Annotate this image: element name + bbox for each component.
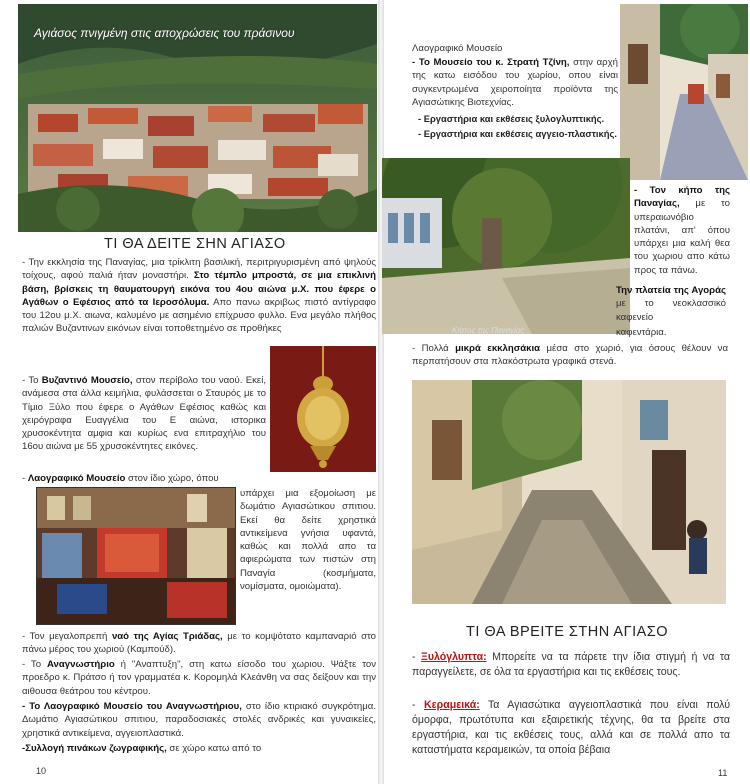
- byz-text-b: Βυζαντινό Μουσείο,: [41, 375, 133, 386]
- byz-text-c: στον περίβολο του ναού. Εκεί, ανάμεσα στα άλλα κειμήλια, φυλάσσεται ο Σταυρός με το Τίμιο Ξύλο που έφερε ο Αγάθων Εφέσιος καθώς και χειρόγραφα Ευαγγέλια του Ε αιώνα, ιστορικα χρυσοκέντητα αμφια και κυρίως ενα επιτραχήλιο του 16ου αιώνα με 55 χρυσοκέντητες εικόνες.: [22, 375, 266, 453]
- rrm-text-b: στο ίδιο κτιριακό συγκρότημα. Δωμάτιο Αγιασώτικου σπιτιου, παραδοσιακές στολές ανδρικές και γυναικείες, χρηστικά αντικείμενα, αγγειοπλαστικά.: [22, 701, 376, 739]
- garden-paragraph: [634, 184, 730, 277]
- reading-text-a: - Το: [22, 659, 47, 670]
- byzantine-museum-paragraph: [22, 374, 266, 454]
- section-heading-see: ΤΙ ΘΑ ΔΕΙΤΕ ΣΗΝ ΑΓΙΑΣΟ: [104, 236, 286, 252]
- market-square-paragraph: [616, 284, 726, 324]
- folklore-museum-paragraph: υπάρχει μια εξομοίωση με δωμάτιο Αγιασώτικου σπιτιου. Εκεί θα δείτε χρηστικά αντικείμενα γνήσια υφαντά, καθώς και πολλά απο τα αφιερώματα των πιστών στη Παναγία (κοσμήματα, νομίσματα, ομοιώματα).: [240, 488, 376, 593]
- wood-text-c: Μπορείτε να τα πάρετε την ίδια στιγμή ή να τα παραγγείλετε, σε όλα τα εργαστήρια και τις εκθέσεις τους.: [412, 651, 730, 678]
- page-number-left: 10: [36, 766, 47, 776]
- holy-trinity-paragraph: [22, 630, 376, 657]
- garden-caption: Κήπος της Παναγίας: [452, 326, 525, 335]
- right-top-line: Λαογραφικό Μουσείο: [412, 43, 503, 54]
- reading-room-paragraph: [22, 658, 376, 698]
- folk-text-b: Λαογραφικό Μουσείο: [27, 473, 126, 484]
- reliquary-photo: [270, 346, 376, 472]
- garden-text-a: - Τον κήπο της Παναγίας,: [634, 185, 730, 210]
- folklore-museum-line: [22, 472, 376, 485]
- ceramics-text-c: Τα Αγιασώτικα αγγειοπλαστικά που είναι πολύ όμορφα, πρωτότυπα και εξαιρετικής τέχνης, θα τα βρείτε στα εργαστήρια, και τις εκθέσεις τους, αλλά και σε πολλά απο τα καταστήματα κεραμεικών, τα οποία βέβαια: [412, 699, 730, 756]
- chapels-text-b: μικρά εκκλησάκια: [455, 343, 541, 354]
- garden-text-b: με το υπεραιωνόβιο πλατάνι, απ' όπου υπάρχει μια καλή θεα του χωριου απο κάτω προς τα πάνω.: [634, 198, 730, 276]
- folk-text-c: στον ίδιο χώρο, όπου: [125, 473, 219, 484]
- page-number-right: 11: [718, 768, 728, 778]
- tzinis-text-a: - Το Μουσείο του κ. Στρατή Τζίνη,: [412, 57, 570, 68]
- byz-text-a: - Το: [22, 375, 42, 386]
- ceramics-text-b: Κεραμεικά:: [423, 699, 480, 711]
- church-text-b: Στο τέμπλο μπροστά, σε μια επικλινή βάση, βρίσκεις τη θαυματουργή εικόνα του 4ου αιώνα μ.Χ. που έφερε ο Αγάθων ο Εφέσιος από τα Ιεροσόλυμα.: [22, 270, 377, 308]
- church-text-a: - Την εκκλησία της Παναγίας, μια τρίκλιτη βασιλική, περιτριγυρισμένη από ψηλούς τοίχους, αφού παλιά ήταν μοναστήρι.: [22, 257, 376, 282]
- market-square-paragraph-end: καφεντάρια.: [616, 327, 667, 338]
- chapels-text-c: μέσα στο χωριό, για όσους θέλουν να περπατήσουν στα πλακόστρωτα γραφικά στενά.: [412, 343, 728, 368]
- trinity-text-a: - Τον μεγαλοπρεπή: [22, 631, 112, 642]
- cobblestone-street-photo: [412, 380, 726, 604]
- painting-text-b: σε χώρο κατω από το: [166, 743, 262, 754]
- chapels-text-a: - Πολλά: [412, 343, 456, 354]
- pottery-workshops-line: - Εργαστήρια και εκθέσεις αγγειο-πλαστικής.: [418, 128, 617, 139]
- plane-tree-garden-photo: [382, 158, 630, 334]
- tzinis-text-b: στην αρχή της κατω εισόδου του χωρίου, οπου είναι συγκεντρωμένα χειροποίητα προϊόντα της Αγιασώτικης Βιοτεχνίας.: [412, 57, 618, 108]
- church-paragraph: [22, 256, 376, 336]
- painting-text-a: -Συλλογή πινάκων ζωγραφικής,: [22, 743, 167, 754]
- woodcarvings-paragraph: [412, 650, 730, 680]
- trinity-text-b: ναό της Αγίας Τριάδας,: [111, 631, 223, 642]
- wood-text-b: Ξυλόγλυπτα:: [421, 651, 487, 663]
- woodcarving-workshops-line: - Εργαστήρια και εκθέσεις ξυλογλυπτικής.: [418, 113, 605, 124]
- folk-text-a: -: [22, 473, 28, 484]
- right-page: [382, 0, 750, 784]
- panorama-caption: Αγιάσος πνιγμένη στις αποχρώσεις του πράσινου: [34, 26, 295, 40]
- reading-room-museum-paragraph: [22, 700, 376, 740]
- reading-text-b: Αναγνωστήριο: [46, 659, 115, 670]
- alley-photo-top: [620, 4, 748, 180]
- chapels-paragraph: [412, 342, 728, 369]
- square-text-b: με το νεοκλασσικό καφενείο: [616, 298, 726, 323]
- section-heading-find: ΤΙ ΘΑ ΒΡΕΙΤΕ ΣΤΗΝ ΑΓΙΑΣΟ: [466, 624, 669, 640]
- painting-collection-paragraph: [22, 742, 376, 755]
- wood-text-a: -: [412, 651, 422, 663]
- ceramics-paragraph: [412, 698, 730, 758]
- reading-text-c: ή "Αναπτυξη", στη κατω είσοδο του χωριου. Ψάξτε τον προεδρο κ. Πράτσο ή τον γραμματέα κ. Κορομηλά Κλεάνθη να σας δείξουν και την αιθουσα θεάτρου του κέντρου.: [22, 659, 376, 697]
- square-text-a: Την πλατεία της Αγοράς: [616, 285, 726, 296]
- ceramics-text-a: -: [412, 699, 424, 711]
- rrm-text-a: - Το Λαογραφικό Μουσείο του Αναγνωστήριου,: [22, 701, 242, 712]
- trinity-text-c: με το κομψότατο καμπαναριό στο πάνω μέρος του χωριού (Καμπούδ).: [22, 631, 377, 656]
- tzinis-museum-paragraph: [412, 56, 618, 109]
- interior-room-photo: [36, 487, 236, 625]
- church-text-c: Απο πανω ακριβως πιστό αντίγραφο του 12ου μ.Χ. αιωνα, καλυμένο με ασημένιο επίχρυσο φυλλο. Ενα μεγάλο πλήθος παλιών Βυζαντινων εικόνων είναι τοποθετημένο σε προθήκες: [22, 296, 376, 335]
